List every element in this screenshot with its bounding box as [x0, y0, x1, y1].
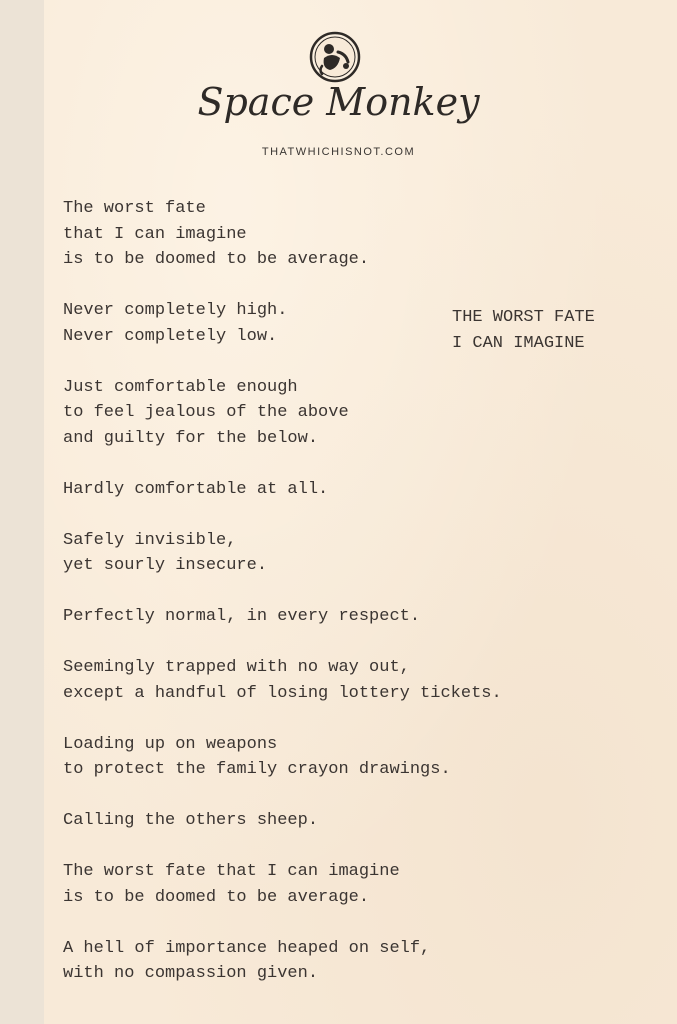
brand-title: Space Monkey [197, 80, 480, 124]
poem-body [63, 196, 583, 1012]
stanza [63, 808, 583, 834]
poem-line: A hell of importance heaped on self, [63, 938, 431, 958]
stanza [63, 732, 583, 783]
poem-line: The worst fate that I can imagine [63, 862, 400, 881]
space-monkey-logo-icon [308, 30, 362, 84]
poem-line: and guilty for the below. [63, 428, 319, 448]
poem-line: that I can imagine [63, 224, 247, 244]
poem-line: Perfectly normal, in every respect. [63, 607, 421, 626]
poem-line: Calling the others sheep. [63, 811, 319, 830]
stanza [63, 528, 583, 579]
poem-line: Never completely low. [63, 326, 278, 346]
poem-line: except a handful of losing lottery tickets. [63, 683, 502, 703]
stanza [63, 196, 583, 273]
poem-line: Never completely high. [63, 301, 288, 320]
stanza [63, 477, 583, 503]
side-title-line: I CAN IMAGINE [452, 333, 585, 353]
poem-line: is to be doomed to be average. [63, 887, 370, 907]
poem-line: is to be doomed to be average. [63, 250, 370, 269]
poem-line: with no compassion given. [63, 964, 319, 983]
stanza [63, 936, 583, 987]
stanza [63, 655, 583, 706]
poem-line: Safely invisible, [63, 530, 237, 550]
poem-line: Hardly comfortable at all. [63, 479, 329, 499]
stanza [63, 604, 583, 630]
poem-line: to protect the family crayon drawings. [63, 760, 451, 779]
poem-line: The worst fate [63, 199, 206, 218]
stanza [63, 298, 583, 349]
poem-line: Loading up on weapons [63, 734, 278, 754]
poem-line: Seemingly trapped with no way out, [63, 658, 410, 677]
poem-line: Just comfortable enough [63, 377, 298, 397]
stanza [63, 375, 583, 452]
stanza [63, 859, 583, 910]
site-url: THATWHICHISNOT.COM [261, 146, 416, 158]
side-title-line: THE WORST FATE [452, 308, 595, 327]
poem-line: yet sourly insecure. [63, 556, 268, 575]
poem-line: to feel jealous of the above [63, 403, 349, 422]
